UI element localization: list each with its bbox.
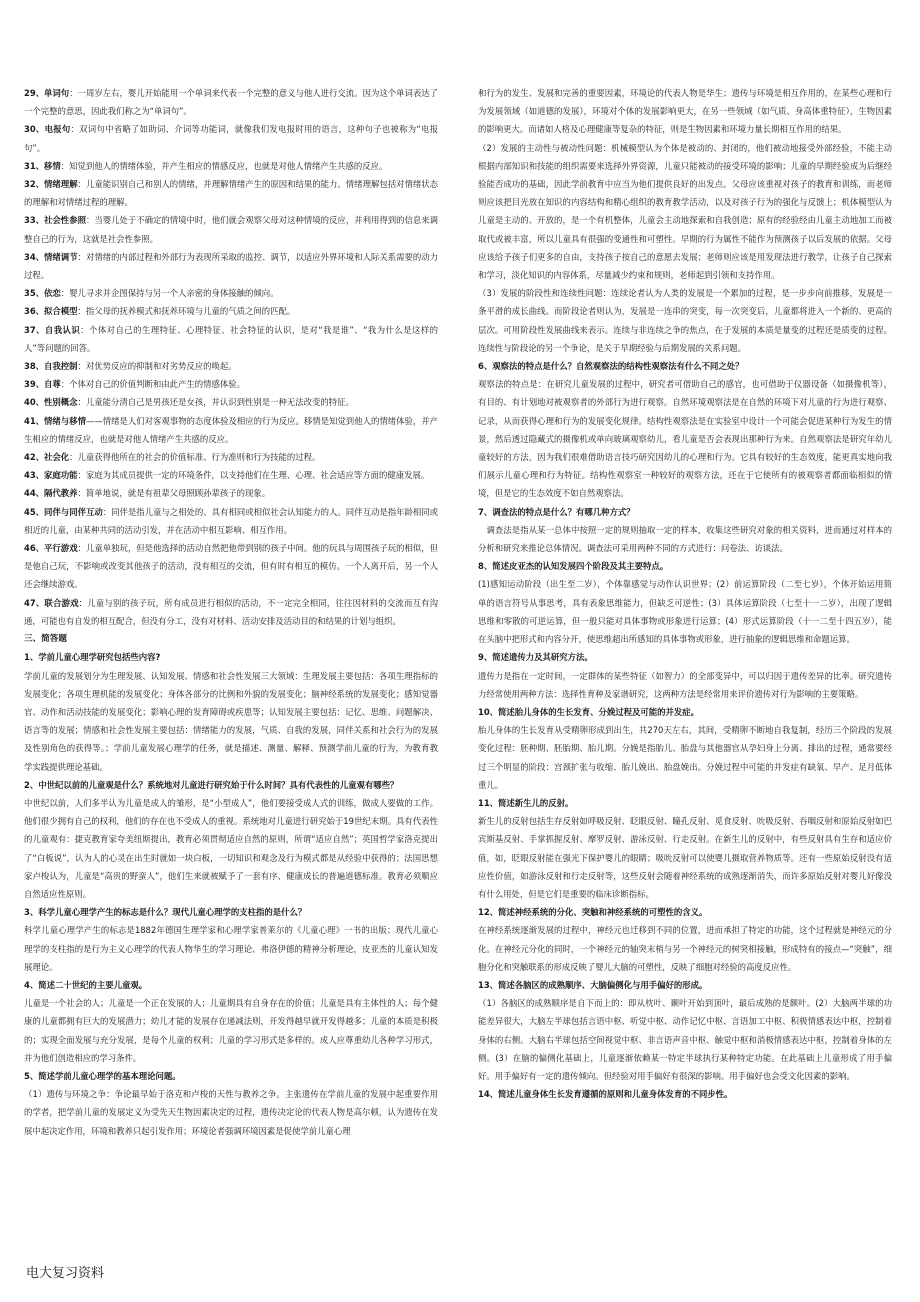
term-label: 39、自尊	[24, 379, 61, 390]
term-definition	[24, 375, 438, 393]
answer-paragraph: 遗传力是指在一定时间，一定群体的某些特征（如智力）的全部变异中，可以归因于遗传差异的比率。研究遗传力经常使用两种方法：选择性育种及家谱研究，这两种方法是经常用来评价遗传对行为影响的主要策略。	[478, 670, 892, 699]
answer-paragraph: 学前儿童的发展划分为生理发展、认知发展、情感和社会性发展三大领域：生理发展主要包括：各项生理指标的发展变化；各项生理机能的发展变化；身体各部分的比例和外貌的发展变化；脑神经系统的发展变化；感知觉器官、动作和活动技能的发展变化；影响心理的发育障碍或疾患等；认知发展主要包括：记忆、思维、问题解决、语言等的发展；情感和社会性发展主要包括：情绪能力的发展，气质、自我的发展，同伴关系和社会行为的发展及性别角色的获得等。；学前儿童发展心理学的任务，就是描述、测量、解释、预测学前儿童的行为，为教育教学实践提供理论基础。	[24, 670, 438, 772]
question-heading: 6、观察法的特点是什么？自然观察法的结构性观察法有什么不同之处？	[478, 361, 744, 372]
term-label: 43、家庭功能	[24, 470, 78, 481]
question-heading: 11、简述新生儿的反射。	[478, 797, 574, 808]
term-definition	[24, 393, 438, 411]
term-definition	[24, 484, 438, 502]
term-text: ：双词句中省略了如助词、介词等功能词，就像我们发电报时用的语言，这种句子也被称为“电报句”。	[24, 124, 438, 153]
question-heading: 9、简述遗传力及其研究方法。	[478, 652, 593, 663]
term-text: ：指父母的抚养模式和抚养环境与儿童的气质之间的匹配。	[77, 306, 296, 317]
term-text: ：儿童获得他所在的社会的价值标准、行为准则和行为技能的过程。	[69, 452, 321, 463]
term-definition	[24, 466, 438, 484]
term-definition	[24, 302, 438, 320]
answer-paragraph: （2）发展的主动性与被动性问题：机械模型认为个体是被动的、封闭的，他们被动地接受外部经验，不能主动根据内部知识和技能的组织需要来选择外界资源，儿童只能被动的接受环境的影响；儿童的早期经验成为后继经验能否成功的基础，因此学前教育中应当为他们提供良好的出发点。父母应该重视对孩子的教育和训练，而老师则应该把目光放在知识的内容结构和精心组织的教育教学活动，以及对孩子行为的强化与反馈上；机体模型认为儿童是主动的、开放的，是一个有机整体，儿童会主动地探索和自我创造；原有的经验经由儿童主动地加工而被取代或被丰富，所以儿童具有很强的变通性和可塑性。早期的行为属性不能作为预测孩子以后发展的依据。父母应该给予孩子们更多的自由，支持孩子按自己的意愿去发展；老师则应该是用发现法进行教学，让孩子自己探索和学习，淡化知识的内容体系，尽量减少约束和规则，老师起到引领和支持作用。	[478, 142, 892, 281]
term-label: 47、联合游戏	[24, 597, 79, 608]
term-label: 33、社会性参照	[24, 215, 86, 226]
question-heading: 5、简述学前儿童心理学的基本理论问题。	[24, 1070, 181, 1081]
term-text: ：儿童与别的孩子玩，所有成员进行相似的活动，不一定完全相同，往往因材料的交流而互有沟通，可能也有自发的相互配合，但没有分工，没有对材料、活动安排及活动目的和结果的计划与组织。	[24, 597, 439, 626]
answer-paragraph: 科学儿童心理学产生的标志是1882年德国生理学家和心理学家普莱尔的《儿童心理》一书的出版；现代儿童心理学的支柱指的是行为主义心理学的代表人物华生的学习理论、弗洛伊德的精神分析理论，皮亚杰的儿童认知发展理论。	[24, 925, 438, 972]
answer-paragraph: 胎儿身体的生长发育从受精卵形成到出生，共270天左右，其间，受精卵不断地自我复制，经历三个阶段的发展变化过程：胚种期、胚胎期、胎儿期。分娩是指胎儿、胎盘与其他器官从孕妇身上分离、排出的过程，通常要经过三个明显的阶段：宫颈扩张与收缩、胎儿娩出、胎盘娩出。分娩过程中可能的并发症有缺氧、早产、足月低体重儿。	[478, 725, 892, 790]
term-label: 44、隔代教养	[24, 488, 78, 499]
term-definition	[24, 448, 438, 466]
answer-paragraph: (1)感知运动阶段（出生至二岁），个体靠感觉与动作认识世界；(2）前运算阶段（二至七岁），个体开始运用简单的语言符号从事思考，具有表象思维能力，但缺乏可逆性；(3）具体运算阶段（七至十一二岁），出现了逻辑思维和零散的可逆运算，但一般只能对具体事物或形象进行运算；(4）形式运算阶段（十一二至十四五岁），能在头脑中把形式和内容分开，使思维超出所感知的具体事物或形象，进行抽象的逻辑思维和命题运算。	[478, 579, 892, 645]
term-label: 35、依恋	[24, 288, 61, 299]
term-definition	[24, 211, 438, 247]
term-text: ：对优势反应的抑制和对劣势反应的唤起。	[77, 361, 237, 372]
answer-paragraph: 在神经系统逐渐发展的过程中，神经元也迁移到不同的位置，进而承担了特定的功能，这个过程就是神经元的分化。在神经元分化的同时，一个神经元的轴突末梢与另一个神经元的树突相接触，形成特有的接点—“突触”，细胞分化和突触联系的形成反映了婴儿大脑的可塑性，反映了细胞对经验的高度反应性。	[478, 925, 892, 972]
question-heading: 1、学前儿童心理学研究包括些内容?	[24, 652, 161, 663]
term-text: ：当婴儿处于不确定的情境中时，他们就会观察父母对这种情境的反应，并利用得到的信息来调整自己的行为，这就是社会性参照。	[24, 215, 439, 244]
term-text: ——情绪是人们对客观事物的态度体验及相应的行为反应。移情是知觉到他人的情绪体验，并产生相应的情绪反应，也就是对他人情绪产生共感的反应。	[24, 415, 439, 444]
question-heading: 8、简述皮亚杰的认知发展四个阶段及其主要特点。	[478, 561, 669, 572]
answer-paragraph: （1）各脑区的成熟顺序是自下而上的：即从枕叶、颞叶开始到顶叶，最后成熟的是额叶。(2）大脑两半球的功能差异很大，大脑左半球包括言语中枢、听觉中枢、动作记忆中枢、言语加工中枢、积极情感表达中枢，控制着身体的右侧。大脑右半球包括空间视觉中枢、非言语声音中枢、触觉中枢和消极情感表达中枢，控制着身体的左侧。(3）在脑的偏侧化基础上，儿童逐渐依赖某一特定半球执行某种特定功能。在此基础上儿童形成了用手偏好。用手偏好有一定的遗传倾向。但经验对用手偏好有很深的影响。用手偏好也会受文化因素的影响。	[478, 998, 892, 1081]
question-heading: 4、简述二十世纪的主要儿童观。	[24, 979, 148, 990]
question-heading: 14、简述儿童身体生长发育遵循的原则和儿童身体发育的不同步性。	[478, 1089, 733, 1100]
term-label: 32、情绪理解	[24, 179, 78, 190]
term-definition	[24, 412, 438, 448]
term-label: 46、平行游戏	[24, 543, 78, 554]
answer-paragraph: （1）遗传与环境之争：争论最早始于洛克和卢梭的天性与教养之争。主张遗传在学前儿童的发展中起重要作用的学者，把学前儿童的发展定义为受先天生物因素决定的过程，遗传决定论的代表人物是高尔顿，认为遗传在发展中起决定作用，环境和教养只起引发作用；环境论者强调环境因素是促使学前儿童心理	[24, 1089, 438, 1136]
term-definition	[24, 284, 438, 302]
term-text: ：儿童能识别自己和别人的情绪，并理解情绪产生的原因和结果的能力。情绪理解包括对情绪状态的理解和对情绪过程的理解。	[24, 179, 439, 208]
term-text: ：简单地说，就是有祖辈父母照顾孙辈孩子的现象。	[77, 488, 271, 499]
question-heading: 13、简述各脑区的成熟顺序、大脑偏侧化与用手偏好的形成。	[478, 979, 708, 990]
answer-paragraph: 观察法的特点是：在研究儿童发展的过程中，研究者可借助自己的感官，也可借助于仪器设备（如摄像机等），有目的、有计划地对被观察者的外部行为进行观察。自然环境观察法是在自然的环境下对儿童的行为进行观察、记录，从而获得心理和行为的发展变化规律。结构性观察法是在实验室中设计一个可能会促进某种行为发生的情景，然后透过隐藏式的摄像机或单向玻璃观察幼儿，看儿童是否会表现出那种行为来。自然观察法是研究年幼儿童较好的方法，因为我们很难借助语言技巧研究因幼儿的心理和行为。它具有较好的生态效度，能更真实地向我们展示儿童心理和行为特征。结构性观察室一种较好的观察方法，还在于它使所有的被观察者都面临相似的情境，但是它的生态效度不如自然观察法。	[478, 379, 892, 499]
term-text: ：同伴是指儿童与之相处的、具有相同或相似社会认知能力的人。同伴互动是指年龄相同或相近的儿童，由某种共同的活动引发，并在活动中相互影响、相互作用。	[24, 506, 438, 535]
term-definition	[24, 84, 438, 120]
term-text: ：家庭为其成员提供一定的环境条件，以支持他们在生理、心理、社会适应等方面的健康发展。	[77, 470, 430, 481]
term-definition	[24, 594, 438, 630]
term-definition	[24, 248, 438, 284]
term-label: 40、性别概念	[24, 397, 78, 408]
answer-paragraph: （3）发展的阶段性和连续性问题：连续论者认为人类的发展是一个累加的过程，是一步步向前推移，发展是一条平滑的成长曲线。而阶段论者则认为，发展是一连串的突变，每一次突变后，儿童都将进入一个新的、更高的层次。可用阶段性发展曲线来表示。连续与非连续之争的焦点，在于发展的本质是量变的过程还是质变的过程。连续性与阶段论的另一个争论，是关于早期经验与后期发展的关系问题。	[478, 288, 892, 353]
left-column	[24, 84, 438, 1140]
term-text: ：个体对自己的生理特征、心理特征、社会特征的认识，是对“我是谁”、“我为什么是这样的人”等问题的回答。	[24, 324, 439, 353]
term-definition	[24, 175, 438, 211]
answer-paragraph: 儿童是一个社会的人；儿童是一个正在发展的人；儿童期具有自身存在的价值；儿童是具有主体性的人；每个健康的儿童都拥有巨大的发展潜力；幼儿才能的发展存在递减法则，开发得越早就开发得越多；儿童的本质是积极的；实现全面发展与充分发展，是每个儿童的权利；儿童的学习形式是多样的。成人应尊重幼儿各种学习形式，并为他们创造相应的学习条件。	[24, 998, 438, 1063]
term-label: 34、情绪调节	[24, 251, 78, 262]
question-heading: 3、科学儿童心理学产生的标志是什么？现代儿童心理学的支柱指的是什么？	[24, 907, 307, 918]
right-column	[478, 84, 892, 1103]
term-label: 37、自我认识	[24, 324, 81, 335]
term-definition	[24, 321, 438, 357]
term-label: 38、自我控制	[24, 361, 78, 372]
term-text: ：知觉到他人的情绪体验，并产生相应的情感反应，也就是对他人情绪产生共感的反应。	[60, 160, 388, 171]
question-heading: 2、中世纪以前的儿童观是什么？系统地对儿童进行研究始于什么时间？具有代表性的儿童观有哪些？	[24, 779, 399, 790]
answer-paragraph: 新生儿的反射包括生存反射如呼吸反射、眨眼反射、瞳孔反射、觅食反射、吮吸反射、吞咽反射和原始反射如巴宾斯基反射、手掌抓握反射、摩罗反射、游泳反射、行走反射。在新生儿的反射中，有些反射具有生存和适应价值，如，眨眼反射能在强光下保护婴儿的眼睛；吸吮反射可以使婴儿摄取营养物质等。还有一些原始反射没有适应性价值，如游泳反射和行走反射等，这些反射会随着神经系统的成熟逐渐消失，而许多原始反射对婴儿好像没有什么用处，但是它们是重要的临床诊断指标。	[478, 816, 892, 899]
term-label: 29、单词句	[24, 88, 70, 98]
term-text: ：儿童单独玩，但是他选择的活动自然把他带到别的孩子中间。他的玩具与周围孩子玩的相似，但是他自己玩，不影响或改变其他孩子的活动，没有相互的交流，但有时有相互的模仿。一个人离开后，另一个人还会继续游戏。	[24, 543, 439, 590]
term-label: 30、电报句	[24, 124, 71, 135]
term-label: 36、拟合模型	[24, 306, 78, 317]
term-definition	[24, 357, 438, 375]
answer-paragraph: 调查法是指从某一总体中按照一定的规则抽取一定的样本，收集这些研究对象的相关资料，进而通过对样本的分析和研究来推论总体情况。调查法可采用两种不同的方式进行：问卷法、访谈法。	[478, 524, 892, 554]
term-label: 31、移情	[24, 160, 61, 171]
term-text: ：婴儿寻求并企图保持与另一个人亲密的身体接触的倾向。	[60, 288, 279, 299]
term-text: ：个体对自己的价值判断和由此产生的情感体验。	[60, 379, 246, 390]
term-definition	[24, 157, 438, 175]
term-text: ：对情绪的内部过程和外部行为表现所采取的监控、调节，以适应外界环境和人际关系需要的动力过程。	[24, 251, 439, 281]
page-footer: 电大复习资料	[26, 1266, 105, 1281]
term-definition	[24, 120, 438, 156]
term-label: 41、情绪与移情	[24, 415, 86, 426]
section-heading: 三、简答题	[24, 634, 67, 645]
term-text: ：一周岁左右，婴儿开始能用一个单词来代表一个完整的意义与他人进行交流。因为这个单词表达了一个完整的意思，因此我们称之为“单词句”。	[24, 88, 439, 117]
term-text: ：儿童能分清自己是男孩还是女孩，并认识到性别是一种无法改变的特征。	[77, 397, 354, 408]
term-definition	[24, 503, 438, 539]
question-heading: 10、简述胎儿身体的生长发育、分娩过程及可能的并发症。	[478, 706, 700, 717]
answer-paragraph: 和行为的发生、发展和完善的重要因素，环境论的代表人物是华生；遗传与环境是相互作用的，在某些心理和行为发展领域（如道德的发展），环境对个体的发展影响更大，在另一些领域（如气质、身高体重特征），生物因素的影响更大。而诸如人格及心理健康等复杂的特征，则是生物因素和环境力量长期相互作用的结果。	[478, 88, 892, 135]
question-heading: 7、调查法的特点是什么？有哪几种方式？	[478, 506, 635, 517]
answer-paragraph: 中世纪以前，人们多半认为儿童是成人的雏形，是“小型成人”，他们要接受成人式的训练，做成人要做的工作。他们很少拥有自己的权利，他们的存在也不受成人的重视。系统地对儿童进行研究始于19世纪末期。具有代表性的儿童观有：捷克教育家夸美纽斯提出，教育必须贯彻适应自然的原则，所谓“适应自然”；英国哲学家洛克提出了“白板说”，认为人的心灵在出生时就如一块白板，一切知识和观念及行为模式都是从经验中获得的；法国思想家卢梭认为，儿童是“高贵的野蛮人”，他们生来就被赋予了一套有序、健康成长的普遍道德标准。教育必须顺应自然适应性原则。	[24, 797, 438, 899]
question-heading: 12、简述神经系统的分化、突触和神经系统的可塑性的含义。	[478, 907, 708, 918]
term-label: 45、同伴与同伴互动	[24, 506, 103, 517]
term-label: 42、社会化	[24, 452, 70, 463]
term-definition	[24, 539, 438, 594]
